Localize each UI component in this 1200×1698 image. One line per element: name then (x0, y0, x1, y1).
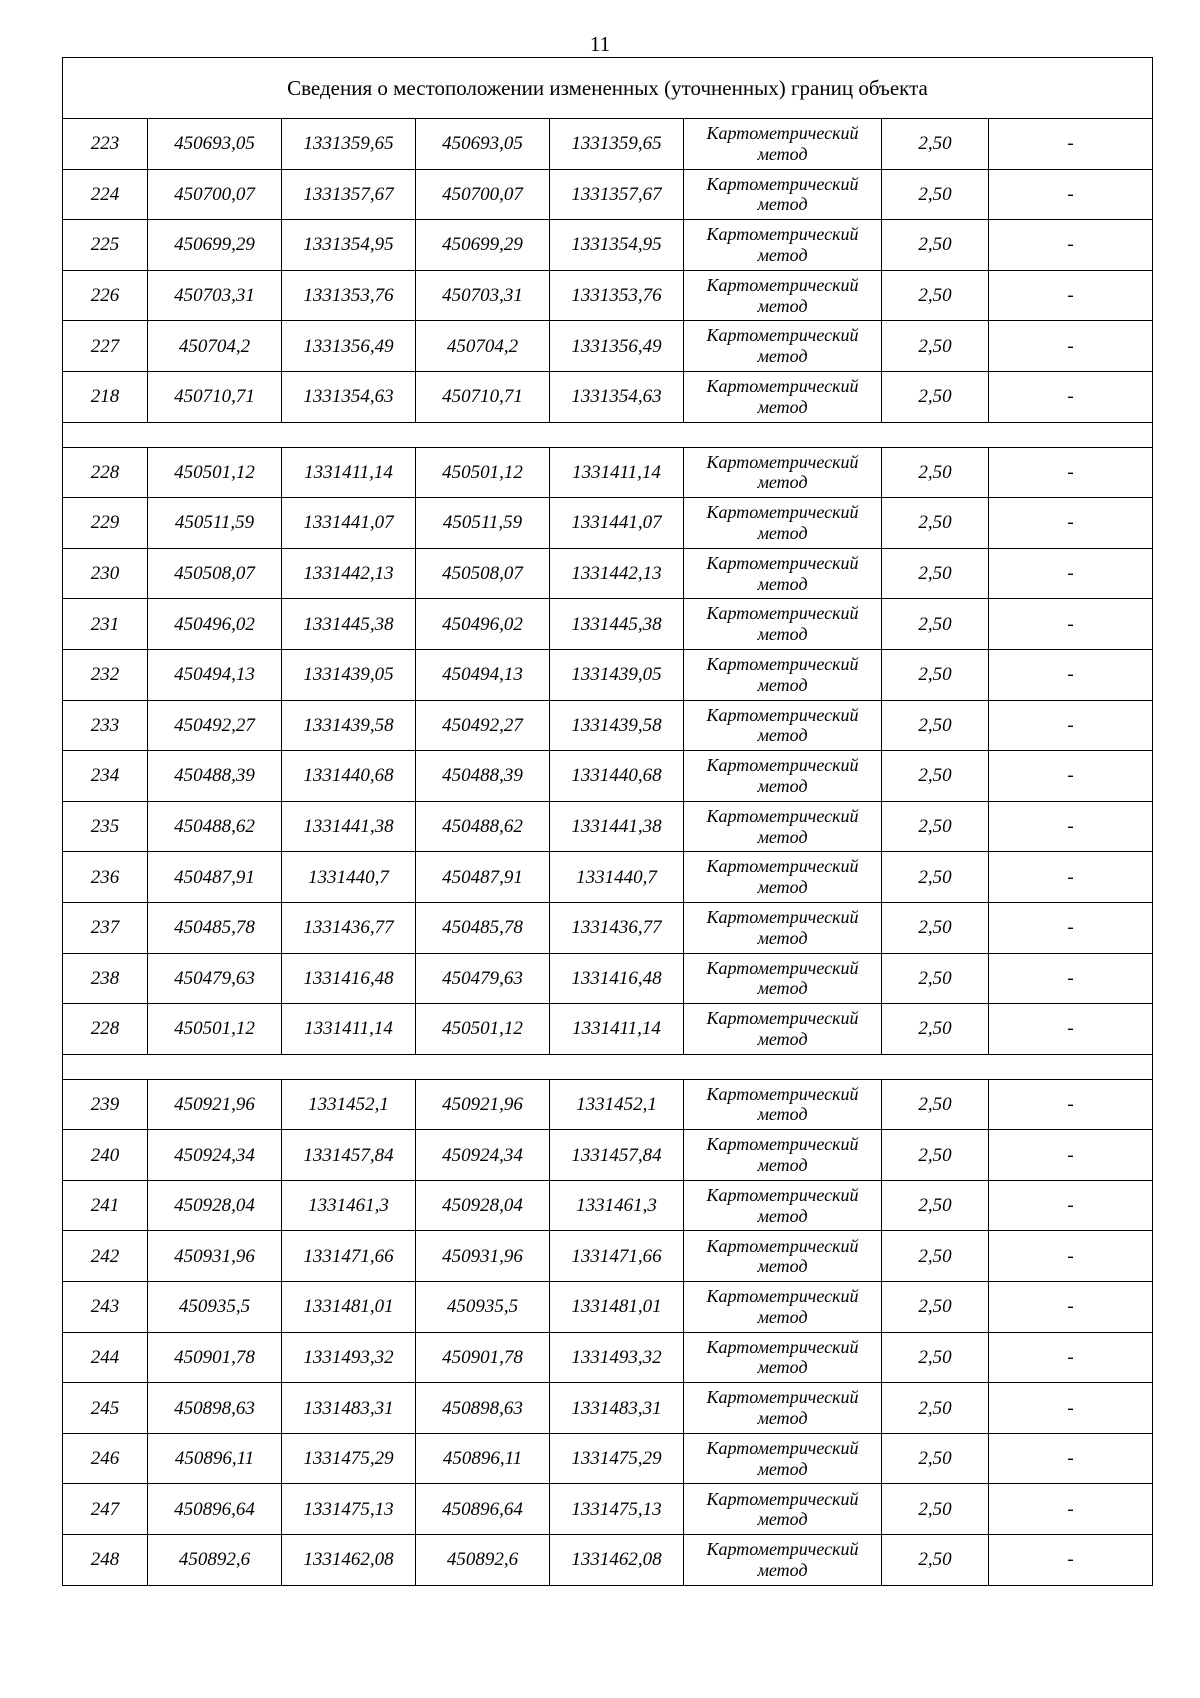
y-old-cell: 1331462,08 (282, 1535, 416, 1586)
y-old-cell: 1331411,14 (282, 447, 416, 498)
point-number-cell: 223 (63, 119, 148, 170)
table-row (63, 498, 1153, 549)
table-row (63, 902, 1153, 953)
accuracy-cell: 2,50 (882, 447, 989, 498)
table-row (63, 447, 1153, 498)
x-old-cell: 450693,05 (148, 119, 282, 170)
y-old-cell: 1331471,66 (282, 1231, 416, 1282)
table-row (63, 1282, 1153, 1333)
point-number-cell: 232 (63, 649, 148, 700)
table-row (63, 1004, 1153, 1055)
accuracy-cell: 2,50 (882, 220, 989, 271)
x-new-cell: 450703,31 (416, 270, 550, 321)
accuracy-cell: 2,50 (882, 321, 989, 372)
y-new-cell: 1331475,29 (550, 1433, 684, 1484)
x-new-cell: 450928,04 (416, 1180, 550, 1231)
y-old-cell: 1331439,58 (282, 700, 416, 751)
accuracy-cell: 2,50 (882, 371, 989, 422)
x-new-cell: 450710,71 (416, 371, 550, 422)
note-cell: - (989, 1383, 1153, 1434)
method-cell: Картометрический метод (684, 599, 882, 650)
point-number-cell: 230 (63, 548, 148, 599)
accuracy-cell: 2,50 (882, 1383, 989, 1434)
x-old-cell: 450488,39 (148, 751, 282, 802)
point-number-cell: 233 (63, 700, 148, 751)
y-new-cell: 1331475,13 (550, 1484, 684, 1535)
method-cell: Картометрический метод (684, 852, 882, 903)
x-old-cell: 450898,63 (148, 1383, 282, 1434)
x-new-cell: 450511,59 (416, 498, 550, 549)
table-title-row (63, 58, 1153, 119)
x-new-cell: 450892,6 (416, 1535, 550, 1586)
accuracy-cell: 2,50 (882, 270, 989, 321)
accuracy-cell: 2,50 (882, 1332, 989, 1383)
method-cell: Картометрический метод (684, 1535, 882, 1586)
x-new-cell: 450935,5 (416, 1282, 550, 1333)
table-row (63, 751, 1153, 802)
table-row (63, 599, 1153, 650)
note-cell: - (989, 902, 1153, 953)
x-new-cell: 450699,29 (416, 220, 550, 271)
x-old-cell: 450704,2 (148, 321, 282, 372)
x-old-cell: 450501,12 (148, 1004, 282, 1055)
y-new-cell: 1331461,3 (550, 1180, 684, 1231)
x-old-cell: 450700,07 (148, 169, 282, 220)
x-new-cell: 450896,64 (416, 1484, 550, 1535)
point-number-cell: 242 (63, 1231, 148, 1282)
accuracy-cell: 2,50 (882, 599, 989, 650)
x-old-cell: 450492,27 (148, 700, 282, 751)
page-number: 11 (589, 32, 611, 56)
method-cell: Картометрический метод (684, 270, 882, 321)
x-new-cell: 450485,78 (416, 902, 550, 953)
accuracy-cell: 2,50 (882, 953, 989, 1004)
x-old-cell: 450896,11 (148, 1433, 282, 1484)
method-cell: Картометрический метод (684, 649, 882, 700)
method-cell: Картометрический метод (684, 371, 882, 422)
table-title: Сведения о местоположении измененных (уточненных) границ объекта (63, 58, 1153, 119)
x-old-cell: 450935,5 (148, 1282, 282, 1333)
method-cell: Картометрический метод (684, 953, 882, 1004)
table-row (63, 321, 1153, 372)
note-cell: - (989, 270, 1153, 321)
x-new-cell: 450700,07 (416, 169, 550, 220)
method-cell: Картометрический метод (684, 902, 882, 953)
note-cell: - (989, 1484, 1153, 1535)
accuracy-cell: 2,50 (882, 1433, 989, 1484)
x-new-cell: 450931,96 (416, 1231, 550, 1282)
y-new-cell: 1331439,05 (550, 649, 684, 700)
y-old-cell: 1331442,13 (282, 548, 416, 599)
note-cell: - (989, 498, 1153, 549)
point-number-cell: 236 (63, 852, 148, 903)
point-number-cell: 240 (63, 1130, 148, 1181)
note-cell: - (989, 1433, 1153, 1484)
x-new-cell: 450488,39 (416, 751, 550, 802)
table-row (63, 953, 1153, 1004)
coordinates-table (62, 57, 1153, 1586)
method-cell: Картометрический метод (684, 1282, 882, 1333)
method-cell: Картометрический метод (684, 1383, 882, 1434)
note-cell: - (989, 321, 1153, 372)
note-cell: - (989, 1004, 1153, 1055)
x-new-cell: 450896,11 (416, 1433, 550, 1484)
table-row (63, 1484, 1153, 1535)
note-cell: - (989, 1332, 1153, 1383)
point-number-cell: 248 (63, 1535, 148, 1586)
x-new-cell: 450496,02 (416, 599, 550, 650)
x-old-cell: 450699,29 (148, 220, 282, 271)
x-old-cell: 450479,63 (148, 953, 282, 1004)
x-new-cell: 450479,63 (416, 953, 550, 1004)
accuracy-cell: 2,50 (882, 1535, 989, 1586)
y-new-cell: 1331483,31 (550, 1383, 684, 1434)
x-old-cell: 450488,62 (148, 801, 282, 852)
y-old-cell: 1331353,76 (282, 270, 416, 321)
table-row (63, 1130, 1153, 1181)
note-cell: - (989, 1079, 1153, 1130)
note-cell: - (989, 1231, 1153, 1282)
y-old-cell: 1331440,7 (282, 852, 416, 903)
point-number-cell: 241 (63, 1180, 148, 1231)
point-number-cell: 228 (63, 1004, 148, 1055)
accuracy-cell: 2,50 (882, 1282, 989, 1333)
note-cell: - (989, 700, 1153, 751)
accuracy-cell: 2,50 (882, 1130, 989, 1181)
method-cell: Картометрический метод (684, 751, 882, 802)
method-cell: Картометрический метод (684, 1332, 882, 1383)
y-old-cell: 1331354,63 (282, 371, 416, 422)
accuracy-cell: 2,50 (882, 902, 989, 953)
x-old-cell: 450901,78 (148, 1332, 282, 1383)
group-separator (63, 422, 1153, 447)
method-cell: Картометрический метод (684, 801, 882, 852)
accuracy-cell: 2,50 (882, 852, 989, 903)
group-separator (63, 1054, 1153, 1079)
x-old-cell: 450508,07 (148, 548, 282, 599)
y-new-cell: 1331411,14 (550, 447, 684, 498)
table-row (63, 1535, 1153, 1586)
point-number-cell: 243 (63, 1282, 148, 1333)
x-new-cell: 450901,78 (416, 1332, 550, 1383)
y-new-cell: 1331441,38 (550, 801, 684, 852)
y-new-cell: 1331357,67 (550, 169, 684, 220)
y-old-cell: 1331354,95 (282, 220, 416, 271)
note-cell: - (989, 1535, 1153, 1586)
accuracy-cell: 2,50 (882, 1180, 989, 1231)
x-old-cell: 450896,64 (148, 1484, 282, 1535)
point-number-cell: 231 (63, 599, 148, 650)
x-new-cell: 450693,05 (416, 119, 550, 170)
note-cell: - (989, 447, 1153, 498)
method-cell: Картометрический метод (684, 1484, 882, 1535)
table-row (63, 270, 1153, 321)
table-row (63, 1079, 1153, 1130)
accuracy-cell: 2,50 (882, 1079, 989, 1130)
note-cell: - (989, 1282, 1153, 1333)
y-old-cell: 1331493,32 (282, 1332, 416, 1383)
y-new-cell: 1331353,76 (550, 270, 684, 321)
method-cell: Картометрический метод (684, 1180, 882, 1231)
point-number-cell: 227 (63, 321, 148, 372)
y-old-cell: 1331481,01 (282, 1282, 416, 1333)
note-cell: - (989, 599, 1153, 650)
note-cell: - (989, 1130, 1153, 1181)
x-old-cell: 450501,12 (148, 447, 282, 498)
method-cell: Картометрический метод (684, 1433, 882, 1484)
x-new-cell: 450704,2 (416, 321, 550, 372)
y-old-cell: 1331411,14 (282, 1004, 416, 1055)
method-cell: Картометрический метод (684, 447, 882, 498)
x-old-cell: 450703,31 (148, 270, 282, 321)
y-new-cell: 1331445,38 (550, 599, 684, 650)
table-row (63, 1231, 1153, 1282)
x-old-cell: 450494,13 (148, 649, 282, 700)
point-number-cell: 234 (63, 751, 148, 802)
x-new-cell: 450898,63 (416, 1383, 550, 1434)
x-old-cell: 450921,96 (148, 1079, 282, 1130)
accuracy-cell: 2,50 (882, 700, 989, 751)
table-row (63, 169, 1153, 220)
x-new-cell: 450494,13 (416, 649, 550, 700)
point-number-cell: 225 (63, 220, 148, 271)
method-cell: Картометрический метод (684, 1130, 882, 1181)
y-old-cell: 1331475,29 (282, 1433, 416, 1484)
note-cell: - (989, 649, 1153, 700)
point-number-cell: 247 (63, 1484, 148, 1535)
point-number-cell: 229 (63, 498, 148, 549)
y-new-cell: 1331354,95 (550, 220, 684, 271)
y-new-cell: 1331439,58 (550, 700, 684, 751)
method-cell: Картометрический метод (684, 700, 882, 751)
y-old-cell: 1331441,07 (282, 498, 416, 549)
accuracy-cell: 2,50 (882, 1231, 989, 1282)
accuracy-cell: 2,50 (882, 548, 989, 599)
accuracy-cell: 2,50 (882, 119, 989, 170)
note-cell: - (989, 119, 1153, 170)
x-new-cell: 450508,07 (416, 548, 550, 599)
table-row (63, 371, 1153, 422)
y-new-cell: 1331356,49 (550, 321, 684, 372)
y-old-cell: 1331441,38 (282, 801, 416, 852)
y-old-cell: 1331439,05 (282, 649, 416, 700)
x-new-cell: 450492,27 (416, 700, 550, 751)
y-new-cell: 1331436,77 (550, 902, 684, 953)
point-number-cell: 224 (63, 169, 148, 220)
y-new-cell: 1331457,84 (550, 1130, 684, 1181)
x-old-cell: 450931,96 (148, 1231, 282, 1282)
accuracy-cell: 2,50 (882, 1484, 989, 1535)
point-number-cell: 237 (63, 902, 148, 953)
x-old-cell: 450511,59 (148, 498, 282, 549)
accuracy-cell: 2,50 (882, 751, 989, 802)
table-row (63, 119, 1153, 170)
note-cell: - (989, 801, 1153, 852)
y-new-cell: 1331440,7 (550, 852, 684, 903)
table-row (63, 700, 1153, 751)
method-cell: Картометрический метод (684, 548, 882, 599)
point-number-cell: 246 (63, 1433, 148, 1484)
y-new-cell: 1331440,68 (550, 751, 684, 802)
note-cell: - (989, 1180, 1153, 1231)
point-number-cell: 238 (63, 953, 148, 1004)
table-row (63, 801, 1153, 852)
table-row (63, 548, 1153, 599)
point-number-cell: 244 (63, 1332, 148, 1383)
y-new-cell: 1331462,08 (550, 1535, 684, 1586)
x-old-cell: 450928,04 (148, 1180, 282, 1231)
x-old-cell: 450924,34 (148, 1130, 282, 1181)
y-new-cell: 1331354,63 (550, 371, 684, 422)
method-cell: Картометрический метод (684, 498, 882, 549)
x-old-cell: 450496,02 (148, 599, 282, 650)
y-old-cell: 1331436,77 (282, 902, 416, 953)
point-number-cell: 235 (63, 801, 148, 852)
table-row (63, 852, 1153, 903)
group-separator-row (63, 422, 1153, 447)
note-cell: - (989, 220, 1153, 271)
y-new-cell: 1331441,07 (550, 498, 684, 549)
table-row (63, 649, 1153, 700)
y-old-cell: 1331475,13 (282, 1484, 416, 1535)
note-cell: - (989, 169, 1153, 220)
note-cell: - (989, 953, 1153, 1004)
y-new-cell: 1331416,48 (550, 953, 684, 1004)
x-new-cell: 450487,91 (416, 852, 550, 903)
method-cell: Картометрический метод (684, 1231, 882, 1282)
y-old-cell: 1331452,1 (282, 1079, 416, 1130)
x-new-cell: 450921,96 (416, 1079, 550, 1130)
y-old-cell: 1331357,67 (282, 169, 416, 220)
x-old-cell: 450892,6 (148, 1535, 282, 1586)
accuracy-cell: 2,50 (882, 498, 989, 549)
point-number-cell: 218 (63, 371, 148, 422)
x-old-cell: 450710,71 (148, 371, 282, 422)
group-separator-row (63, 1054, 1153, 1079)
x-new-cell: 450501,12 (416, 447, 550, 498)
accuracy-cell: 2,50 (882, 1004, 989, 1055)
y-new-cell: 1331471,66 (550, 1231, 684, 1282)
y-old-cell: 1331457,84 (282, 1130, 416, 1181)
y-new-cell: 1331359,65 (550, 119, 684, 170)
y-old-cell: 1331359,65 (282, 119, 416, 170)
accuracy-cell: 2,50 (882, 801, 989, 852)
y-new-cell: 1331493,32 (550, 1332, 684, 1383)
table-row (63, 1383, 1153, 1434)
method-cell: Картометрический метод (684, 1004, 882, 1055)
accuracy-cell: 2,50 (882, 169, 989, 220)
table-row (63, 1180, 1153, 1231)
point-number-cell: 239 (63, 1079, 148, 1130)
table-row (63, 1433, 1153, 1484)
x-old-cell: 450487,91 (148, 852, 282, 903)
y-old-cell: 1331356,49 (282, 321, 416, 372)
y-new-cell: 1331442,13 (550, 548, 684, 599)
y-old-cell: 1331416,48 (282, 953, 416, 1004)
method-cell: Картометрический метод (684, 321, 882, 372)
note-cell: - (989, 751, 1153, 802)
note-cell: - (989, 852, 1153, 903)
point-number-cell: 245 (63, 1383, 148, 1434)
x-new-cell: 450924,34 (416, 1130, 550, 1181)
table-row (63, 220, 1153, 271)
method-cell: Картометрический метод (684, 169, 882, 220)
y-old-cell: 1331440,68 (282, 751, 416, 802)
x-new-cell: 450488,62 (416, 801, 550, 852)
method-cell: Картометрический метод (684, 119, 882, 170)
y-old-cell: 1331483,31 (282, 1383, 416, 1434)
x-new-cell: 450501,12 (416, 1004, 550, 1055)
y-new-cell: 1331452,1 (550, 1079, 684, 1130)
y-new-cell: 1331411,14 (550, 1004, 684, 1055)
note-cell: - (989, 548, 1153, 599)
y-new-cell: 1331481,01 (550, 1282, 684, 1333)
accuracy-cell: 2,50 (882, 649, 989, 700)
x-old-cell: 450485,78 (148, 902, 282, 953)
table-row (63, 1332, 1153, 1383)
y-old-cell: 1331445,38 (282, 599, 416, 650)
point-number-cell: 228 (63, 447, 148, 498)
y-old-cell: 1331461,3 (282, 1180, 416, 1231)
point-number-cell: 226 (63, 270, 148, 321)
method-cell: Картометрический метод (684, 220, 882, 271)
note-cell: - (989, 371, 1153, 422)
method-cell: Картометрический метод (684, 1079, 882, 1130)
table-body (63, 58, 1153, 1586)
